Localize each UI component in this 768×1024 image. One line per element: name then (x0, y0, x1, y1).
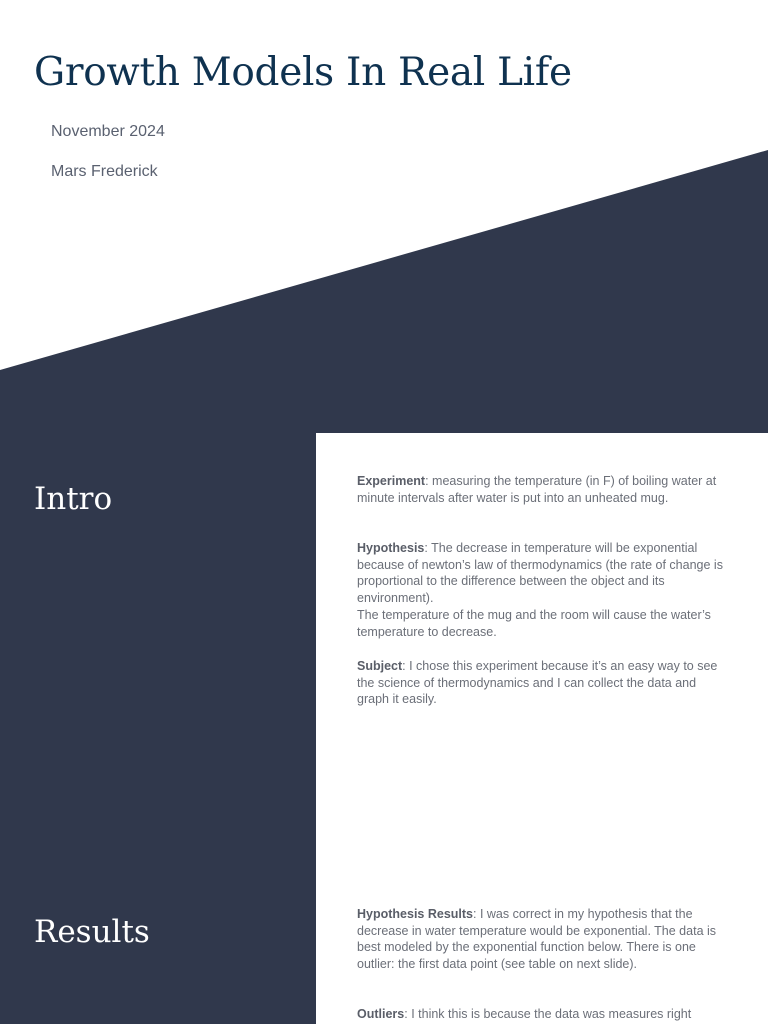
results-heading: Results (34, 914, 150, 950)
hypothesis-results-text: : I was correct in my hypothesis that the decrease in water temperature would be exponential. The data is best modeled by the exponential function below. There is one outlier: the first data point (see table on next slide). (357, 907, 717, 972)
date-text: November 2024 (51, 123, 165, 140)
experiment-text: : measuring the temperature (in F) of boiling water at minute intervals after water is put into an unheated mug. (357, 474, 717, 505)
hypothesis-text-continued: The temperature of the mug and the room will cause the water’s temperature to decrease. (357, 607, 711, 639)
hypothesis-paragraph (357, 540, 729, 640)
outliers-label: Outliers (357, 1007, 405, 1021)
outliers-text: : I think this is because the data was measures right (404, 1007, 692, 1021)
experiment-label: Experiment (357, 474, 426, 488)
subject-text: : I chose this experiment because it’s an easy way to see the science of thermodynamics and I can collect the data and graph it easily. (357, 659, 718, 707)
hypothesis-results-label: Hypothesis Results (357, 907, 474, 921)
outliers-paragraph (357, 1006, 729, 1023)
subject-label: Subject (357, 659, 403, 673)
hypothesis-results-paragraph (357, 906, 729, 973)
content-panel (316, 433, 768, 1024)
subject-paragraph (357, 658, 729, 708)
hypothesis-text: : The decrease in temperature will be exponential because of newton’s law of thermodynamics (the rate of change is proportional to the difference between the object and its environment). (357, 541, 723, 606)
hypothesis-label: Hypothesis (357, 541, 425, 555)
page-title: Growth Models In Real Life (34, 50, 572, 95)
experiment-paragraph (357, 473, 729, 506)
intro-heading: Intro (34, 481, 113, 517)
author-name: Mars Frederick (51, 163, 158, 180)
